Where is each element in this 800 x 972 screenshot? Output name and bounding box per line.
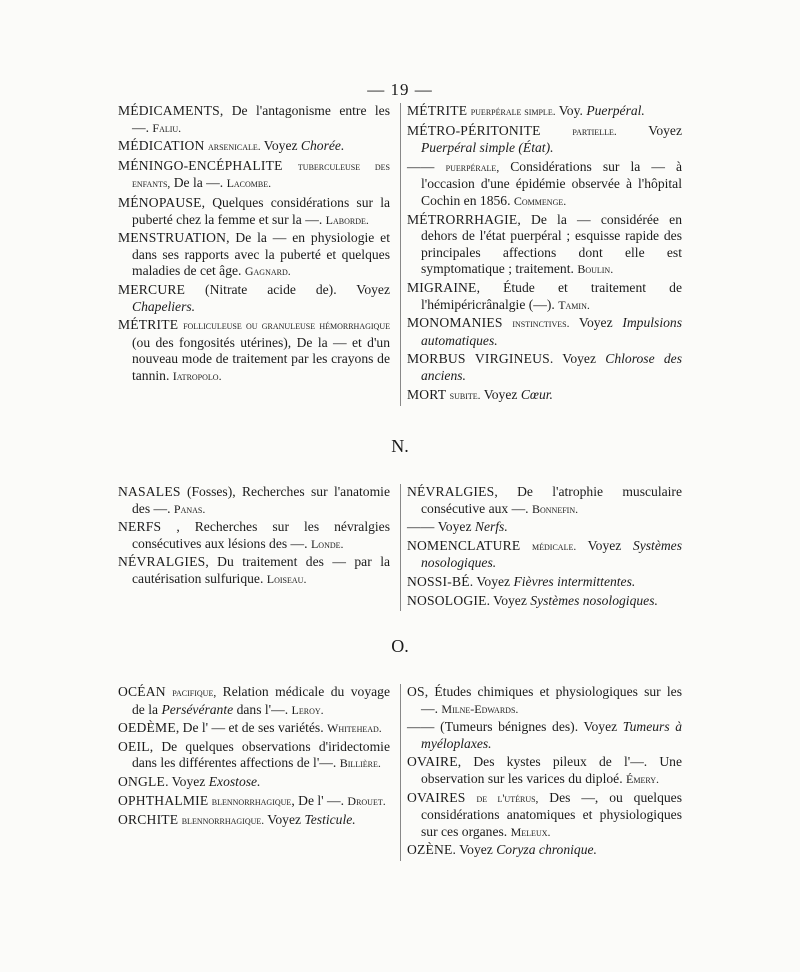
entry-headword: OPHTHALMIE: [118, 792, 209, 808]
section-n: [118, 484, 682, 611]
entry-headword: MÉNINGO-ENCÉPHALITE: [118, 157, 283, 173]
entry-reference: Nerfs.: [474, 519, 508, 535]
entry-headword: OEIL: [118, 738, 150, 754]
entry-text: (Fosses), Recherches sur l'anatomie des —.: [132, 484, 390, 516]
entry-author: Émery.: [626, 771, 660, 786]
entry-author: Billière.: [339, 756, 381, 771]
entry-headword: MORBUS VIRGINEUS: [407, 351, 550, 367]
entry-reference: Puerpéral simple (État).: [421, 140, 554, 156]
column-left: [118, 684, 400, 861]
entry-text: , Du traitement des — par la cautérisation sulfurique.: [132, 554, 390, 586]
index-entry: [118, 739, 390, 772]
entry-author: Lacombe.: [226, 176, 272, 191]
entry-qualifier: de l'utérus,: [476, 792, 539, 805]
entry-text: Voyez: [576, 537, 633, 553]
entry-text: , Études chimiques et physiologiques sur les —.: [421, 684, 682, 716]
entry-headword: MÉTRORRHAGIE: [407, 211, 518, 227]
entry-text: Voyez: [480, 386, 521, 402]
index-entry: [118, 519, 390, 552]
entry-qualifier: instinctives.: [512, 318, 570, 331]
index-entry: [407, 351, 682, 384]
entry-headword: OZÈNE: [407, 842, 453, 858]
index-entry: [407, 684, 682, 717]
entry-headword: NÉVRALGIES: [407, 484, 495, 499]
entry-text: , Recherches sur les névralgies consécutives aux lésions des —.: [132, 519, 390, 551]
index-entry: [118, 554, 390, 587]
entry-headword: OS: [407, 684, 425, 699]
section-letter-n: N.: [391, 436, 409, 456]
index-entry: [118, 158, 390, 193]
entry-headword: MÉTRITE: [407, 103, 468, 118]
index-entry: [118, 230, 390, 280]
entry-author: Milne-Edwards.: [441, 701, 519, 716]
entry-reference: Impulsions automatiques.: [421, 315, 682, 348]
entry-text: Voyez: [616, 122, 682, 138]
entry-text: , Quelques considérations sur la puberté chez la femme et sur la —.: [132, 194, 390, 227]
entry-author: Commenge.: [513, 193, 567, 208]
entry-headword: NOSOLOGIE: [407, 592, 487, 608]
entry-text: Voyez: [434, 519, 475, 535]
entry-qualifier: partielle.: [572, 125, 617, 138]
entry-text: (Tumeurs bénignes des). Voyez: [434, 719, 623, 735]
index-entry: [407, 212, 682, 278]
entry-qualifier: médicale.: [532, 540, 577, 553]
entry-text: , De quelques observations d'iridectomie dans les différentes affections de l'—.: [132, 738, 390, 771]
entry-headword: OEDÈME: [118, 720, 176, 736]
index-entry: [407, 484, 682, 517]
index-entry: [407, 790, 682, 841]
entry-qualifier: subite.: [449, 389, 481, 402]
entry-text: De la —.: [170, 175, 224, 191]
entry-author: Faliu.: [152, 120, 182, 135]
entry-qualifier: puerpérale,: [445, 161, 500, 174]
entry-text: Voy.: [555, 103, 587, 118]
entry-text: , Étude et traitement de l'hémipéricrânalgie (—).: [421, 279, 682, 312]
entry-text: (ou des fongosités utérines), De la — et d'un nouveau mode de traitement par les crayons de tannin.: [132, 334, 390, 383]
index-entry: [407, 280, 682, 313]
entry-qualifier: tuberculeuse des enfants,: [132, 160, 390, 191]
entry-headword: MERCURE: [118, 281, 186, 297]
column-left: [118, 484, 400, 611]
entry-text: Considérations sur la — à l'occasion d'une épidémie observée à l'hôpital Cochin en 1856.: [421, 158, 682, 208]
entry-text: . Voyez: [486, 592, 531, 608]
entry-text: . Voyez: [549, 351, 606, 367]
entry-text: , De l' — et de ses variétés.: [175, 720, 324, 736]
entry-headword: OVAIRES: [407, 789, 466, 805]
index-entry: [407, 159, 682, 210]
entry-headword: MIGRAINE: [407, 279, 477, 295]
entry-reference: Tumeurs à myéloplaxes.: [421, 719, 683, 751]
entry-reference: Persévérante: [161, 701, 234, 717]
entry-headword: OCÉAN: [118, 684, 166, 699]
entry-headword: NÉVRALGIES: [118, 554, 206, 570]
index-entry: [407, 719, 682, 752]
entry-qualifier: blennorrhagique: [211, 795, 292, 808]
entry-text: Des —, ou quelques considérations anatomiques et physiologiques sur ces organes.: [421, 789, 682, 839]
entry-reference: Chorée.: [300, 138, 345, 154]
entry-author: Meleux.: [510, 824, 551, 839]
entry-author: Panas.: [173, 501, 206, 516]
entry-headword: OVAIRE: [407, 754, 458, 770]
entry-headword: ——: [407, 519, 435, 535]
entry-text: Voyez: [264, 812, 305, 828]
entry-reference: Fièvres intermittentes.: [513, 573, 636, 589]
index-entry: [118, 317, 390, 384]
entry-text: Relation médicale du voyage de la: [132, 684, 391, 717]
entry-headword: NASALES: [118, 484, 181, 499]
index-entry: [118, 684, 390, 718]
index-entry: [118, 774, 390, 791]
entry-reference: Exostose.: [208, 773, 261, 789]
section-m: [118, 103, 682, 406]
entry-reference: Chlorose des anciens.: [421, 351, 682, 383]
entry-headword: NOMENCLATURE: [407, 537, 521, 553]
entry-text: , De l'atrophie musculaire consécutive aux —.: [421, 484, 682, 516]
entry-text: (Nitrate acide de). Voyez: [185, 281, 390, 297]
entry-author: Gagnard.: [244, 264, 291, 279]
index-entry: [118, 484, 390, 517]
column-left: [118, 103, 400, 406]
index-entry: [407, 842, 682, 859]
index-entry: [407, 123, 682, 157]
entry-qualifier: pacifique,: [172, 687, 217, 699]
entry-headword: MENSTRUATION: [118, 230, 227, 246]
entry-author: Boulin.: [577, 262, 614, 277]
entry-author: Tamin.: [558, 297, 590, 312]
entry-text: , De l' —.: [291, 792, 344, 808]
entry-author: Leroy.: [291, 702, 324, 717]
entry-text: , Des kystes pileux de l'—. Une observation sur les varices du diploé.: [421, 754, 682, 786]
index-entry: [118, 138, 390, 156]
entry-text: . Voyez: [469, 573, 514, 589]
column-right: [400, 103, 682, 406]
entry-text: . Voyez: [452, 842, 497, 858]
entry-reference: Puerpéral.: [586, 103, 645, 118]
entry-text: , De la — considérée en dehors de l'état puerpéral ; esquisse rapide des principales affections dont elle est symptomatique ; traitement.: [421, 211, 682, 277]
entry-reference: Testicule.: [304, 812, 356, 828]
index-entry: [118, 103, 390, 136]
entry-reference: Systèmes nosologiques.: [530, 592, 658, 608]
entry-author: Whitehead.: [327, 721, 382, 736]
index-entry: [118, 793, 390, 811]
entry-reference: Coryza chronique.: [496, 842, 597, 858]
entry-qualifier: folliculeuse ou granuleuse hémorrhagique: [183, 320, 390, 333]
entry-text: Voyez: [569, 315, 623, 331]
index-entry: [407, 538, 682, 572]
entry-headword: MÉTRO-PÉRITONITE: [407, 122, 541, 138]
index-entry: [118, 195, 390, 228]
index-entry: [407, 519, 682, 536]
entry-text: Voyez: [260, 138, 301, 154]
page-number: — 19 —: [367, 80, 433, 99]
entry-headword: MÉTRITE: [118, 317, 179, 333]
entry-text: . Voyez: [165, 773, 209, 789]
entry-headword: MÉNOPAUSE: [118, 194, 202, 210]
index-entry: [407, 103, 682, 121]
entry-author: Bonnefin.: [532, 501, 579, 516]
entry-reference: Systèmes nosologiques.: [421, 537, 682, 571]
index-entry: [407, 315, 682, 349]
index-entry: [407, 387, 682, 405]
entry-qualifier: blennorrhagique.: [181, 815, 265, 828]
entry-text: , De la — en physiologie et dans ses rapports avec la puberté et quelques maladies de cet âge.: [132, 230, 390, 279]
entry-text-tail: dans l'—.: [233, 701, 292, 717]
entry-headword: MÉDICATION: [118, 138, 205, 154]
entry-headword: MONOMANIES: [407, 315, 503, 331]
index-entry: [118, 282, 390, 315]
entry-headword: ORCHITE: [118, 812, 179, 828]
index-entry: [118, 812, 390, 830]
entry-author: Iatropolo.: [172, 368, 222, 383]
index-entry: [118, 720, 390, 737]
section-o: [118, 684, 682, 861]
entry-reference: Cœur.: [520, 386, 553, 402]
column-right: [400, 484, 682, 611]
entry-headword: ONGLE: [118, 773, 166, 789]
entry-author: Laborde.: [325, 212, 369, 227]
entry-text: , De l'antagonisme entre les —.: [132, 103, 390, 135]
column-right: [400, 684, 682, 861]
entry-headword: NOSSI-BÉ: [407, 573, 470, 589]
entry-author: Drouet.: [347, 793, 386, 808]
entry-author: Londe.: [310, 536, 344, 551]
entry-qualifier: arsenicale.: [207, 141, 261, 154]
entry-reference: Chapeliers.: [132, 298, 196, 314]
index-entry: [407, 754, 682, 787]
section-letter-o: O.: [391, 636, 409, 656]
entry-qualifier: puerpérale simple.: [470, 106, 556, 118]
entry-headword: ——: [407, 158, 435, 174]
entry-author: Loiseau.: [266, 571, 307, 586]
index-entry: [407, 574, 682, 591]
entry-headword: MÉDICAMENTS: [118, 103, 220, 118]
entry-headword: ——: [407, 719, 435, 735]
entry-headword: NERFS: [118, 519, 162, 535]
index-entry: [407, 593, 682, 610]
entry-headword: MORT: [407, 386, 447, 402]
